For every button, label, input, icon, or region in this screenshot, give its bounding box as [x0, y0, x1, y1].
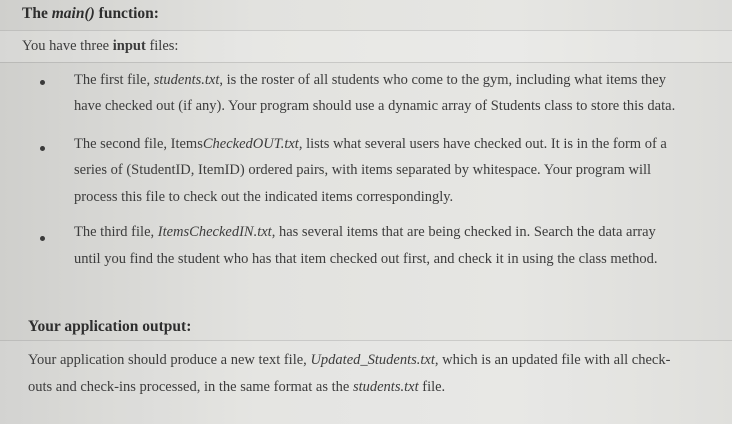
bullet-dot-icon	[40, 146, 45, 151]
heading-function-name: main()	[51, 5, 95, 22]
intro-text	[22, 38, 178, 55]
divider	[0, 62, 732, 63]
output-line-1	[28, 352, 670, 369]
divider	[0, 340, 732, 341]
bullet-dot-icon	[40, 236, 45, 241]
text: The second file, Items	[74, 136, 203, 152]
heading-prefix: The	[22, 5, 52, 22]
divider	[0, 30, 732, 31]
heading-suffix: function:	[94, 5, 159, 22]
intro-suffix: files:	[145, 38, 179, 54]
file-name: Updated_Students.txt	[310, 352, 435, 368]
text: file.	[418, 379, 446, 395]
text: outs and check-ins processed, in the same format as the	[28, 379, 353, 395]
file-name: ItemsCheckedIN.txt	[157, 224, 272, 240]
text: The third file,	[74, 224, 158, 240]
file-name: students.txt	[352, 379, 419, 395]
bullet-dot-icon	[40, 80, 45, 85]
bullet-3-line-1	[74, 224, 656, 241]
text: , has several items that are being checked in. Search the data array	[271, 224, 656, 240]
bullet-2-line-3: process this file to check out the indicated items correspondingly.	[74, 189, 454, 205]
bullet-2-line-2: series of (StudentID, ItemID) ordered pairs, with items separated by whitespace. Your program will	[74, 162, 652, 178]
intro-bold-word: input	[112, 38, 146, 54]
text: The first file,	[74, 72, 154, 88]
text: , is the roster of all students who come to the gym, including what items they	[219, 72, 666, 88]
main-function-heading	[22, 5, 159, 23]
bullet-2-line-1	[74, 136, 667, 153]
bullet-3-line-2: until you find the student who has that item checked out first, and check it in using the class method.	[74, 251, 658, 267]
intro-prefix: You have three	[22, 38, 113, 54]
file-name: students.txt	[153, 72, 220, 88]
file-name: CheckedOUT.txt	[202, 136, 299, 152]
text: Your application should produce a new text file,	[28, 352, 311, 368]
output-heading: Your application output:	[28, 318, 192, 335]
bullet-1-line-1	[74, 72, 666, 89]
output-line-2	[28, 379, 445, 396]
bullet-1-line-2: have checked out (if any). Your program should use a dynamic array of Students class to store this data.	[74, 98, 676, 114]
text: , lists what several users have checked out. It is in the form of a	[298, 136, 667, 152]
text: , which is an updated file with all check-	[434, 352, 671, 368]
